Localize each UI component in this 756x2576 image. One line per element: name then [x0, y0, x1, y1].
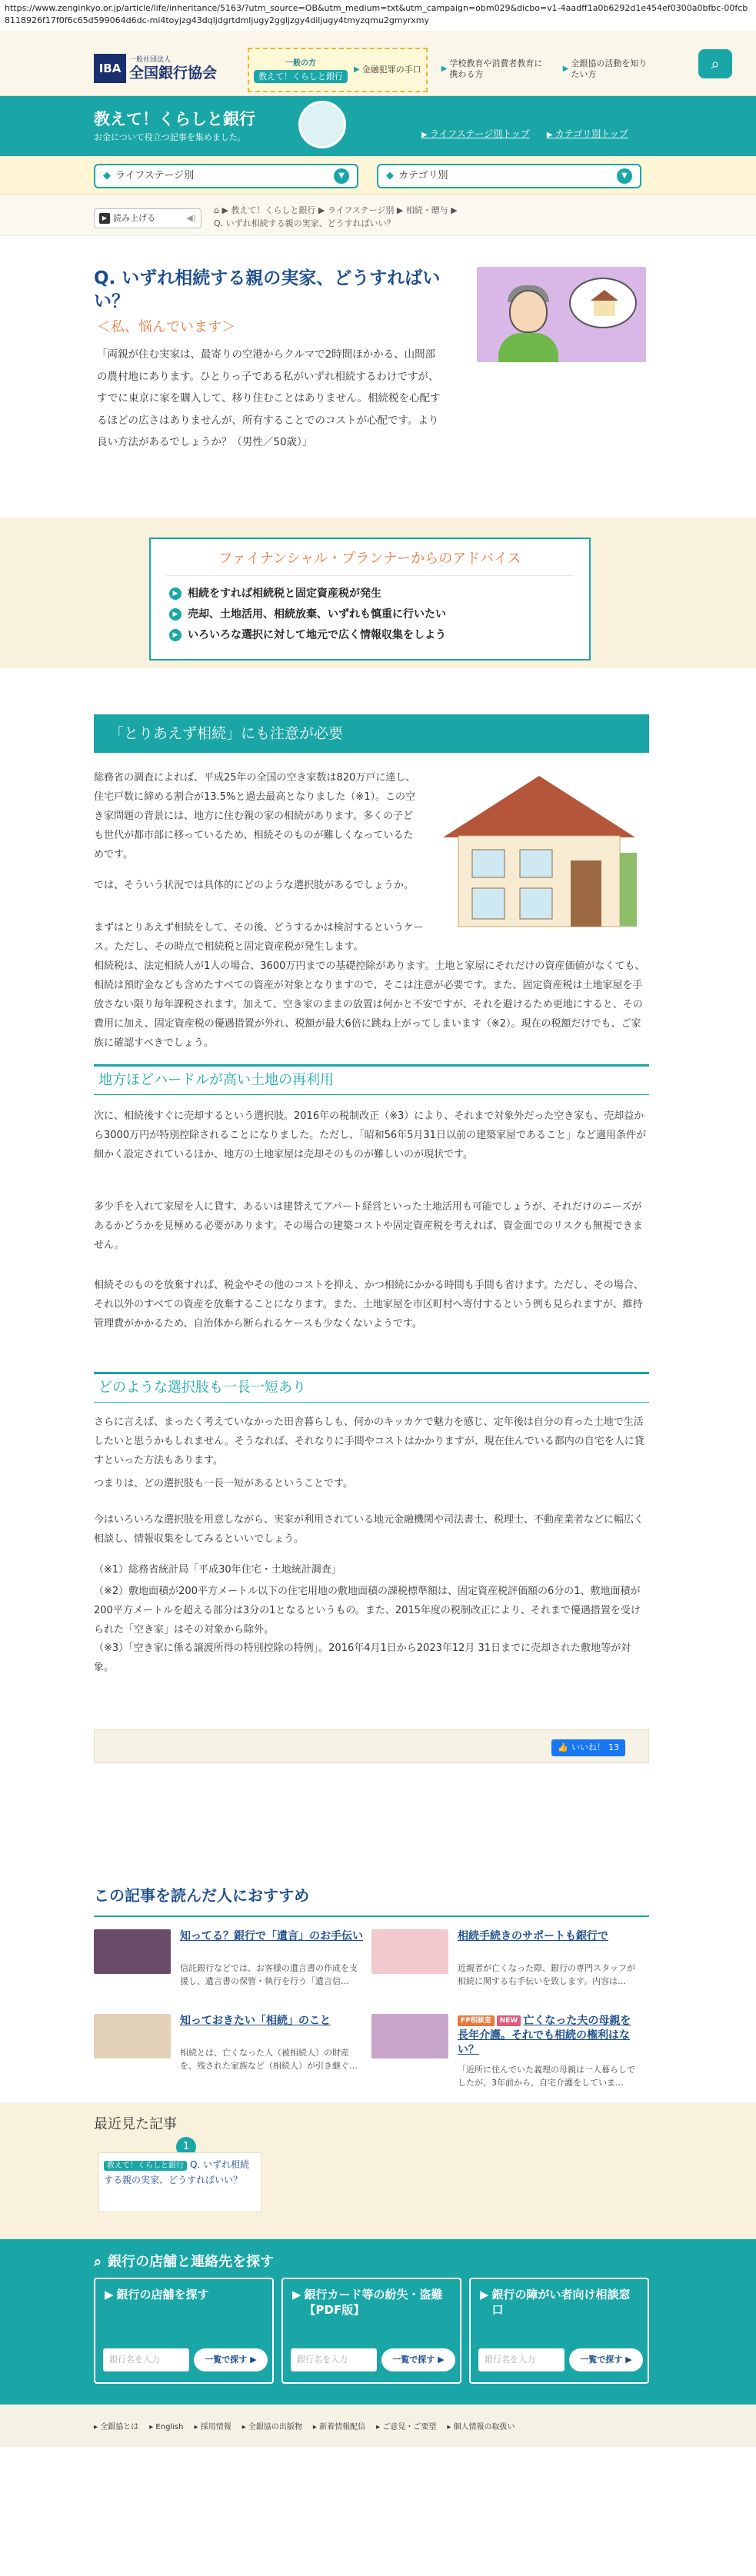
card-title[interactable]: 相続手続きのサポートも銀行で [458, 1930, 608, 1942]
article-paragraph: さらに言えば、まったく考えていなかった田舎暮らしも、何かのキッカケで魅力を感じ、定年後は自分の育った土地で生活したいと思うかもしれません。そうなれば、それなりに手間やコストはかかりますが、現在住んでいる都内の自宅を人に貸すといった方法もあります。 [94, 1416, 644, 1466]
arrow-icon: ▶ [480, 2288, 489, 2301]
article-paragraph: 相続そのものを放棄すれば、税金やその他のコストを抑え、かつ相続にかかる時間も手間も省けます。ただし、その場合、それ以外のすべての資産を放棄することになります。また、土地家屋を市区町村へ寄付するという例も見られますが、維持管理費がかかるため、自治体から断られるケースも少なくないようです。 [94, 1280, 644, 1330]
advice-text: 相続をすれば相続税と固定資産税が発生 [188, 587, 381, 600]
article-body [0, 668, 756, 1875]
branch-box-label: 銀行の店舗を探す [116, 2288, 209, 2301]
article-paragraph: 多少手を入れて家屋を人に貸す、あるいは建替えてアパート経営といった土地活用も可能でしょうが、それだけのニーズがあるかどうかを見極める必要があります。その場合の建築コストや固定資産税を考えれば、資金面でのリスクも無視できません。 [94, 1201, 643, 1251]
like-count: 13 [608, 1742, 619, 1753]
advice-list [169, 584, 589, 646]
nav-education-label: 学校教育や消費者教育に携わる方 [449, 58, 543, 79]
arrow-circle-icon: ▶ [169, 587, 182, 600]
footer-link[interactable]: ▸ 採用情報 [194, 2423, 231, 2431]
nav-fraud-label: 金融犯罪の手口 [361, 65, 421, 75]
breadcrumb-item[interactable]: ライフステージ別 [327, 205, 395, 215]
nav-general-label: 一般の方 [285, 58, 316, 68]
band-subtitle: お金について役立つ記事を集めました。 [94, 132, 246, 142]
list-search-button[interactable] [194, 2348, 268, 2371]
breadcrumb-item[interactable]: 相続・贈与 [405, 205, 448, 215]
advice-box [149, 537, 591, 661]
page-title: Q. いずれ相続する親の実家、どうすればいい？ [94, 268, 441, 311]
like-label: いいね！ [571, 1742, 605, 1753]
search-icon: ⌕ [711, 55, 720, 73]
article-paragraph: では、そういう状況では具体的にどのような選択肢があるでしょうか。 [94, 880, 414, 891]
bank-name-input[interactable]: 銀行名を入力 [103, 2348, 189, 2371]
thought-bubble-icon [569, 278, 637, 328]
recent-section [0, 2103, 756, 2239]
section-heading-2: 地方ほどハードルが高い土地の再利用 [94, 1064, 649, 1095]
advice-text: いろいろな選択に対して地元で広く情報収集をしよう [188, 628, 446, 641]
footer-link[interactable]: ▸ 新着情報配信 [312, 2423, 366, 2431]
branch-box [281, 2278, 461, 2384]
article-paragraph: まずはとりあえず相続をして、その後、どうするかは検討するというケース。ただし、その時点で相続税と固定資産税が発生します。 [94, 922, 424, 953]
breadcrumb-row [0, 195, 756, 236]
recent-pill: 教えて！くらしと銀行 [104, 2161, 187, 2171]
arrow-circle-icon: ▶ [169, 608, 182, 621]
speaker-icon: ◀) [186, 213, 196, 224]
list-search-button[interactable] [381, 2348, 455, 2371]
band-title: 教えて！くらしと銀行 [94, 110, 255, 128]
advice-item [169, 584, 589, 604]
footer-link-label: 全銀協の出版物 [248, 2423, 302, 2431]
branch-box-label: 銀行の障がい者向け相談窓口 [491, 2288, 631, 2317]
card-thumbnail [371, 1929, 448, 1974]
arrow-icon: ▶ [292, 2288, 301, 2301]
fp-badge: FP相談室 [458, 2015, 495, 2026]
lifestage-top-link[interactable] [421, 127, 530, 141]
global-nav [248, 48, 655, 92]
advice-item [169, 625, 589, 646]
footer-links [94, 2421, 515, 2434]
footer-link-label: ご意見・ご要望 [382, 2423, 437, 2431]
branch-box-title [292, 2287, 454, 2318]
search-icon: ⌕ [94, 2254, 102, 2270]
category-top-link[interactable] [547, 127, 628, 141]
nav-general-group [248, 48, 428, 92]
question-body: 「両親が住む実家は、最寄りの空港からクルマで2時間ほかかる、山間部の農村地にあります。ひとりっ子である私がいずれ相続するわけですが、すでに東京に家を購入して、移り住むことはありません。相続税を心配するほどの広さはありませんが、所有することでのコストが心配です。より良い方法があるでしょうか？（男性／50歳）」 [97, 348, 441, 448]
question-section [0, 236, 756, 518]
band-links [421, 127, 628, 141]
card-title: 亡くなった夫の母親を長年介護。それでも相続の権利はない？ [458, 2015, 631, 2056]
branch-box [469, 2278, 649, 2384]
card-thumbnail [94, 1929, 171, 1974]
bank-name-input[interactable]: 銀行名を入力 [291, 2348, 377, 2371]
recommend-card[interactable] [371, 1929, 641, 2014]
recommend-card[interactable] [94, 1929, 363, 2014]
card-thumbnail [94, 2014, 171, 2058]
card-thumbnail [371, 2014, 448, 2058]
house-wall [594, 301, 615, 316]
footer-link-label: 個人情報の取扱い [453, 2423, 515, 2431]
footer-link[interactable]: ▸ English [149, 2423, 184, 2431]
house-illustration [435, 768, 643, 930]
article-paragraph: つまりは、どの選択肢も一長一短があるということです。 [94, 1478, 353, 1489]
recommend-section [0, 1875, 756, 2103]
section-band [0, 96, 756, 156]
recommend-card[interactable] [371, 2014, 641, 2098]
arrow-icon: ▶ [105, 2288, 114, 2301]
article-paragraph: 次に、相続後すぐに売却するという選択肢。2016年の税制改正（※3）により、それまで対象外だった空き家も、売却益から3000万円が特別控除されることになりました。ただし、「昭和56年5月31日以前の建築家屋であること」など適用条件が細かく設定されているほか、地方の土地家屋は売却そのものが難しいのが現状です。 [94, 1110, 646, 1160]
logo-text [129, 56, 217, 82]
recent-number: 1 [176, 2137, 196, 2157]
footer-link[interactable]: ▸ ご意見・ご要望 [376, 2423, 437, 2431]
branch-box-title [480, 2287, 641, 2318]
article-paragraph: 相続税は、法定相続人が1人の場合、3600万円までの基礎控除があります。土地と家屋にそれだけの資産価値がなくても、相続は預貯金なども含めたすべての資産が対象となりますので、そこは注意が必要です。また、固定資産税は土地家屋を手放さない限り毎年課税されます。加えて、空き家のままの放置は何かと不安ですが、それを避けるため更地にすると、その費用に加え、固定資産税の優遇措置が外れ、税額が最大6倍に跳ね上がってしまいます（※2）。現在の税額だけでも、ご家族に確認すべきでしょう。 [94, 960, 645, 1049]
dropdown-row [0, 156, 756, 195]
lifestage-dropdown[interactable] [94, 164, 358, 188]
card-desc: 「近所に住んでいた義理の母親は一人暮らしでしたが、3年前から、自宅介護をしていま… [458, 2065, 635, 2088]
chevron-down-icon: ▼ [617, 168, 632, 184]
band-illustration [298, 101, 346, 148]
like-bar [94, 1729, 649, 1763]
bank-name-input[interactable]: 銀行名を入力 [478, 2348, 565, 2371]
branch-box-label: 銀行カード等の紛失・盗難 【PDF版】 [304, 2288, 443, 2317]
branch-title-label: 銀行の店舗と連絡先を探す [108, 2254, 275, 2270]
url-bar: https://www.zenginkyo.or.jp/article/life/inheritance/5163/?utm_source=OB&utm_medium=txt&utm_campaign=obm029&dicbo=v1-4aadff1a0b6292d1e454ef0300a0bfbc-00fcb8118926f17f0f6c65d599064d6dc-mi4toyjzg43dqljdgrtdmljugy2ggljzgy4diljugy4tmyzqmu2gmyrxmy [0, 0, 756, 31]
arrow-icon: ▶ [421, 131, 430, 139]
site-footer [0, 2405, 756, 2447]
worried-man-illustration [477, 267, 646, 362]
read-aloud-label: 読み上げる [113, 213, 155, 224]
branch-title [94, 2252, 274, 2274]
branch-box-title [105, 2287, 266, 2302]
list-search-label: 一覧で探す [392, 2355, 435, 2365]
article-paragraph: 今はいろいろな選択肢を用意しながら、実家が利用されている地元金融機関や司法書士、税理士、不動産業者などに幅広く相談し、情報収集をしてみるといいでしょう。 [94, 1514, 644, 1545]
lifestage-top-label: ライフステージ別トップ [429, 128, 530, 139]
breadcrumb: ⌂ ▶ 教えて！くらしと銀行 ▶ ライフステージ別 ▶ 相続・贈与 ▶ Q. いずれ相続する親の実家、どうすればいい？ [214, 205, 458, 228]
thumbs-up-icon: 👍 [558, 1742, 568, 1753]
tag-icon: ◆ [103, 169, 111, 181]
header-search-button[interactable] [698, 49, 732, 78]
list-search-button[interactable] [569, 2348, 643, 2371]
card-desc: 近親者が亡くなった際、銀行の専門スタッフが相続に関する右手伝いを致します。内容は… [458, 1963, 635, 1986]
site-logo[interactable] [94, 54, 217, 83]
arrow-icon: ▶ [625, 2355, 632, 2365]
recent-article-card[interactable] [98, 2152, 261, 2212]
advice-heading: ファイナンシャル・プランナーからのアドバイス [166, 548, 574, 576]
breadcrumb-current: Q. いずれ相続する親の実家、どうすればいい？ [214, 218, 395, 228]
site-header [0, 31, 756, 96]
card-title[interactable]: 知ってる？銀行で「遺言」のお手伝い [180, 1930, 363, 1942]
footer-link-label: 新着情報配信 [319, 2423, 366, 2431]
branch-box [94, 2278, 274, 2384]
footnote: （※1）総務省統計局「平成30年住宅・土地統計調査」 [94, 1564, 341, 1576]
breadcrumb-item[interactable]: 教えて！くらしと銀行 [231, 205, 316, 215]
logo-main: 全国銀行協会 [129, 64, 218, 82]
read-aloud-button[interactable] [94, 208, 201, 228]
arrow-icon: ▶ [546, 131, 555, 139]
logo-mark: IBA [94, 54, 126, 83]
illustration-body [498, 333, 558, 362]
category-dropdown[interactable] [377, 164, 641, 188]
play-icon: ▶ [99, 213, 110, 224]
arrow-icon: ▶ [250, 2355, 257, 2365]
lifestage-dropdown-label: ライフステージ別 [115, 169, 195, 181]
advice-band [0, 518, 756, 668]
list-search-label: 一覧で探す [205, 2355, 248, 2365]
nav-members-link[interactable] [563, 58, 655, 80]
category-dropdown-label: カテゴリ別 [398, 169, 448, 181]
arrow-circle-icon: ▶ [169, 629, 182, 641]
chevron-down-icon: ▼ [334, 168, 349, 184]
card-desc: 相続とは、亡くなった人（被相続人）の財産を、残された家族など（相続人）が引き継ぐ… [180, 2048, 358, 2071]
section-heading-3: どのような選択肢も一長一短あり [94, 1372, 649, 1403]
footer-link[interactable]: ▸ 個人情報の取扱い [447, 2423, 515, 2431]
nav-education-link[interactable] [441, 58, 549, 80]
recent-article-title: Q. いずれ相続する親の実家、どうすればいい？ [104, 2159, 250, 2185]
recommend-title: この記事を読んだ人におすすめ [94, 1883, 649, 1917]
new-badge: NEW [497, 2015, 521, 2026]
card-desc: 信託銀行などでは、お客様の遺言書の作成を支援し、遺言書の保管・執行を行う「遺言信… [180, 1963, 358, 1986]
advice-text: 売却、土地活用、相続放棄、いずれも慎重に行いたい [188, 607, 446, 621]
card-title-wrap[interactable] [458, 2014, 641, 2058]
section-heading-1: 「とりあえず相続」にも注意が必要 [94, 714, 649, 753]
arrow-icon: ▶ [354, 65, 360, 74]
nav-kurashi-button[interactable]: 教えて！くらしと銀行 [254, 70, 348, 83]
arrow-icon: ▶ [441, 65, 448, 73]
illustration-face [509, 290, 548, 333]
home-icon[interactable]: ⌂ [214, 205, 219, 215]
like-button[interactable] [551, 1739, 625, 1756]
house-roof [591, 290, 618, 301]
recent-title: 最近見た記事 [94, 2116, 177, 2132]
question-subheading: ＜私、悩んでいます＞ [97, 319, 235, 335]
footer-link-label: 全銀協とは [100, 2423, 139, 2431]
arrow-icon: ▶ [438, 2355, 445, 2365]
arrow-icon: ▶ [562, 65, 569, 73]
footer-link[interactable]: ▸ 全銀協とは [94, 2423, 139, 2431]
footer-link[interactable]: ▸ 全銀協の出版物 [241, 2423, 302, 2431]
category-top-label: カテゴリ別トップ [555, 128, 628, 139]
advice-item [169, 604, 589, 625]
tag-icon: ◆ [386, 169, 394, 181]
branch-search-section [0, 2239, 756, 2405]
card-title[interactable]: 知っておきたい「相続」のこと [180, 2015, 331, 2027]
footnote: （※2）敷地面積が200平方メートル以下の住宅用地の敷地面積の課税標準額は、固定資産税評価額の6分の1、敷地面積が200平方メートルを超える部分は3分の1となるというもの。また、2015年度の税制改正により、それまで優遇措置を受けられた「空き家」はその対象から除外。 [94, 1586, 641, 1636]
list-search-label: 一覧で探す [580, 2355, 623, 2365]
footer-link-label: 採用情報 [200, 2423, 231, 2431]
article-paragraph: 総務省の調査によれば、平成25年の全国の空き家数は820万戸に達し、住宅戸数に締める割合が13.5%と過去最高となりました（※1）。この空き家問題の背景には、地方に住む親の家の相続があります。多くの子ども世代が都市部に移っているため、相続そのものが難しくなっているためです。 [94, 772, 416, 860]
recommend-card[interactable] [94, 2014, 363, 2098]
footer-link-label: English [155, 2423, 184, 2431]
nav-fraud-link[interactable] [354, 65, 421, 75]
nav-general-col [254, 58, 348, 83]
footnote: （※3）「空き家に係る譲渡所得の特別控除の特例」。2016年4月1日から2023年12月 31日までに売却された敷地等が対象。 [94, 1642, 631, 1673]
nav-members-label: 全銀協の活動を知りたい方 [571, 58, 648, 79]
logo-sub: 一般社団法人 [129, 55, 172, 64]
